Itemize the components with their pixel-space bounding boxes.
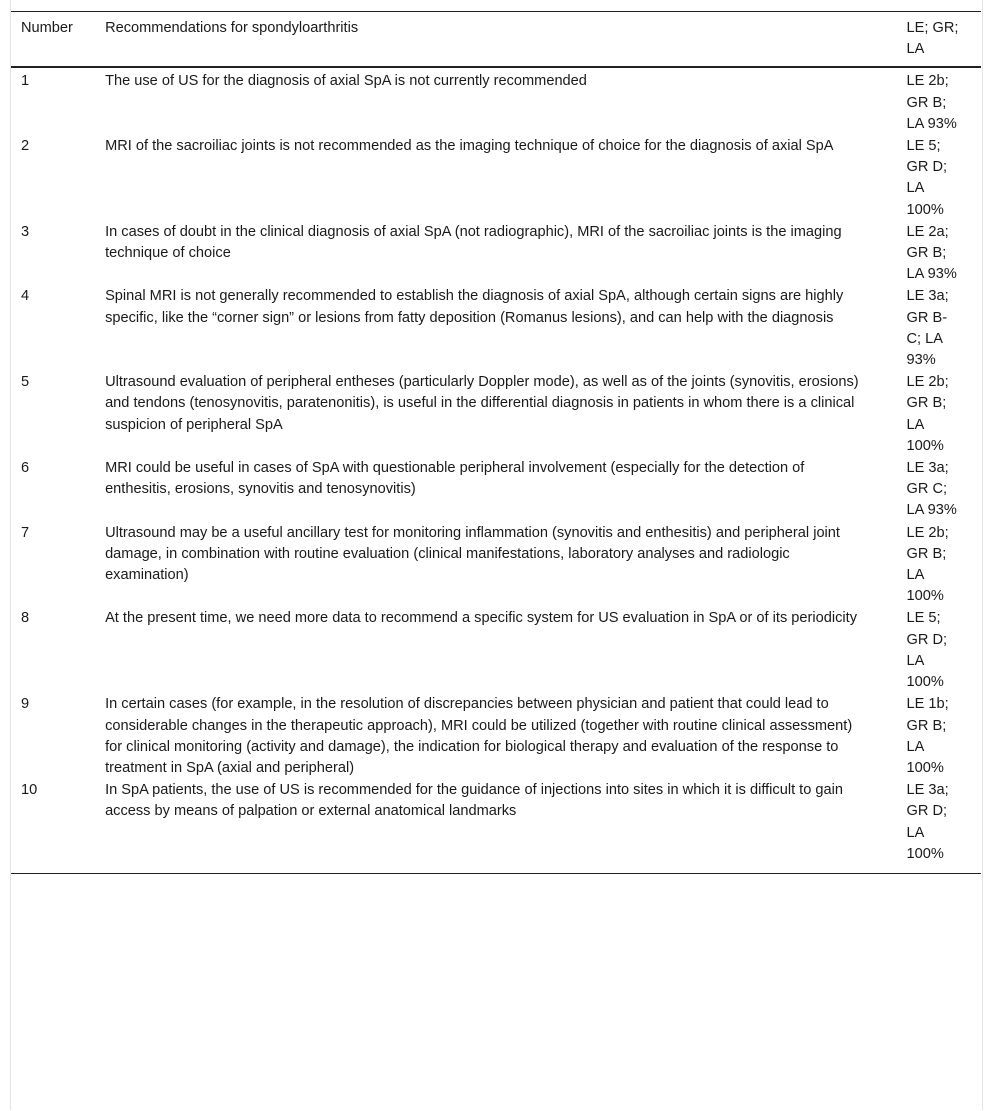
row-number: 5	[21, 374, 30, 391]
row-number: 10	[21, 782, 38, 799]
row-evidence	[897, 607, 981, 693]
table-row	[11, 607, 981, 693]
row-recommendation: In cases of doubt in the clinical diagnosis of axial SpA (not radiographic), MRI of the sacroiliac joints is the imaging technique of choice	[105, 223, 842, 262]
row-recommendation: Spinal MRI is not generally recommended to establish the diagnosis of axial SpA, although certain signs are highly specific, like the “corner sign” or lesions from fatty deposition (Romanus lesions), and can help with the diagnosis	[105, 288, 844, 326]
row-recommendation: MRI of the sacroiliac joints is not recommended as the imaging technique of choice for the diagnosis of axial SpA	[105, 138, 834, 155]
row-evidence	[897, 221, 981, 286]
row-evidence-text: LE 2a; GR B; LA 93%	[906, 223, 957, 283]
header-row	[11, 12, 981, 68]
row-evidence-text: LE 2b; GR B; LA 93%	[906, 73, 957, 132]
table-row	[11, 221, 981, 286]
table-row	[11, 371, 981, 457]
row-evidence	[897, 285, 981, 371]
row-recommendation: At the present time, we need more data to recommend a specific system for US evaluation in SpA or of its periodicity	[105, 610, 857, 627]
row-number: 6	[21, 460, 30, 477]
row-evidence-text: LE 1b; GR B; LA 100%	[906, 696, 949, 776]
row-evidence	[897, 371, 981, 457]
row-evidence-text: LE 5; GR D; LA 100%	[906, 138, 948, 218]
row-recommendation: In certain cases (for example, in the resolution of discrepancies between physician and patient that could lead to considerable changes in the therapeutic approach), MRI could be utilized (together with routine clinical assessment) for clinical monitoring (activity and damage), the indication for biological therapy and evaluation of the response to treatment in SpA (axial and peripheral)	[105, 696, 853, 776]
table-row	[11, 67, 981, 135]
table-row	[11, 285, 981, 371]
table-body	[11, 67, 981, 873]
row-evidence-text: LE 3a; GR C; LA 93%	[906, 460, 957, 519]
header-number: Number	[21, 20, 73, 36]
row-number: 8	[21, 610, 30, 627]
table-row	[11, 457, 981, 522]
row-evidence-text: LE 3a; GR D; LA 100%	[906, 782, 949, 862]
table-row	[11, 522, 981, 608]
header-recommendation: Recommendations for spondyloarthritis	[105, 20, 359, 36]
table-row	[11, 135, 981, 221]
row-number: 2	[21, 138, 30, 155]
row-evidence	[897, 522, 981, 608]
table-row	[11, 779, 981, 873]
recommendations-table	[11, 11, 981, 874]
row-number: 3	[21, 223, 30, 240]
row-evidence-text: LE 3a; GR B-C; LA 93%	[906, 288, 949, 369]
row-recommendation: MRI could be useful in cases of SpA with questionable peripheral involvement (especially for the detection of enthesitis, erosions, synovitis and tenosynovitis)	[105, 460, 805, 498]
row-evidence-text: LE 2b; GR B; LA 100%	[906, 524, 949, 605]
table-row	[11, 693, 981, 779]
row-evidence	[897, 779, 981, 873]
row-number: 7	[21, 524, 30, 541]
row-recommendation: Ultrasound may be a useful ancillary test for monitoring inflammation (synovitis and enthesitis) and peripheral joint damage, in combination with routine evaluation (clinical manifestations, laboratory analyses and radiologic examination)	[105, 524, 840, 584]
row-evidence-text: LE 2b; GR B; LA 100%	[906, 374, 949, 454]
row-evidence	[897, 457, 981, 522]
row-recommendation: In SpA patients, the use of US is recommended for the guidance of injections into sites in which it is difficult to gain access by means of palpation or external anatomical landmarks	[105, 782, 843, 820]
header-evidence-text: LE; GR; LA	[906, 20, 959, 58]
header-evidence	[897, 12, 981, 68]
row-evidence	[897, 67, 981, 135]
row-number: 9	[21, 696, 30, 713]
row-number: 1	[21, 73, 30, 90]
row-evidence-text: LE 5; GR D; LA 100%	[906, 610, 948, 691]
row-number: 4	[21, 288, 30, 305]
table-header	[11, 12, 981, 68]
row-recommendation: The use of US for the diagnosis of axial SpA is not currently recommended	[105, 73, 587, 90]
row-evidence	[897, 693, 981, 779]
row-evidence	[897, 135, 981, 221]
row-recommendation: Ultrasound evaluation of peripheral entheses (particularly Doppler mode), as well as of the joints (synovitis, erosions) and tendons (tenosynovitis, paratenonitis), is useful in the differential diagnosis in patients in whom there is a clinical suspicion of peripheral SpA	[105, 374, 859, 433]
